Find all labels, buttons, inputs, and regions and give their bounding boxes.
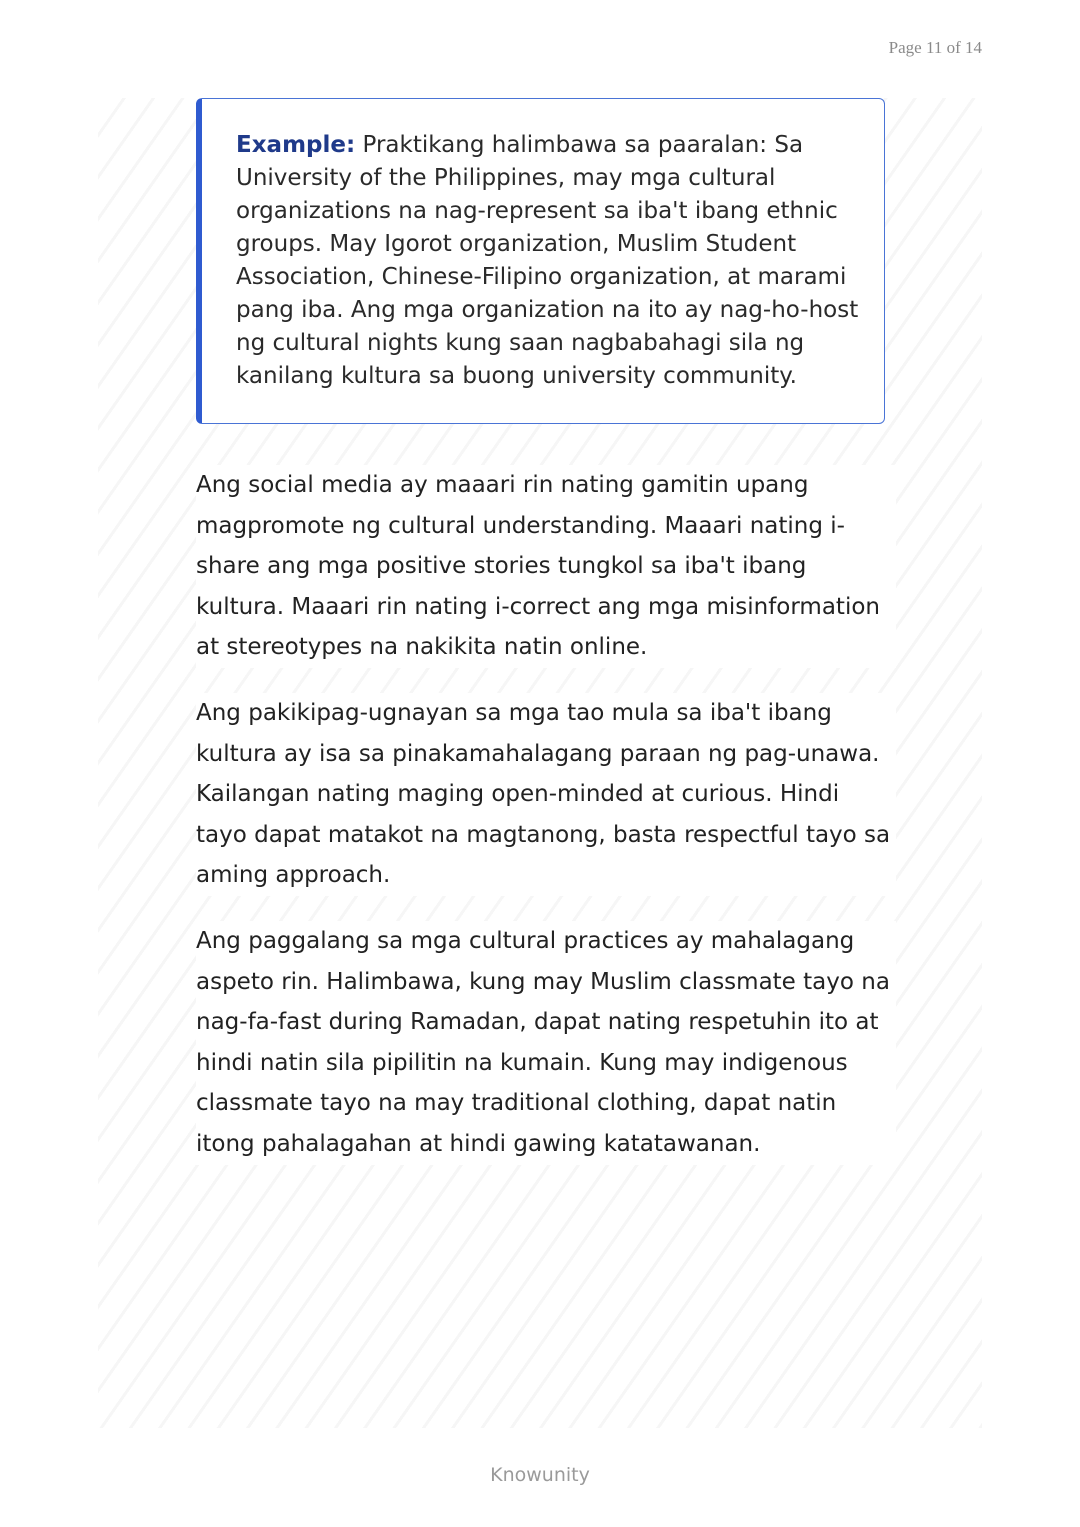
content-area [98, 98, 982, 1428]
example-label: Example: [236, 132, 356, 158]
page-number: Page 11 of 14 [888, 38, 982, 57]
example-callout [196, 98, 885, 424]
paragraph-social-media: Ang social media ay maaari rin nating gamitin upang magpromote ng cultural understanding. Maaari nating i-share ang mga positive stories tungkol sa iba't ibang kultura. Maaari rin nating i-correct ang mga misinformation at stereotypes na nakikita natin online. [196, 465, 896, 668]
paragraph-pakikipag-ugnayan: Ang pakikipag-ugnayan sa mga tao mula sa iba't ibang kultura ay isa sa pinakamahalagang paraan ng pag-unawa. Kailangan nating maging open-minded at curious. Hindi tayo dapat matakot na magtanong, basta respectful tayo sa aming approach. [196, 693, 896, 896]
footer-brand: Knowunity [490, 1464, 590, 1486]
body-text [196, 465, 896, 1190]
paragraph-paggalang: Ang paggalang sa mga cultural practices ay mahalagang aspeto rin. Halimbawa, kung may Muslim classmate tayo na nag-fa-fast during Ramadan, dapat nating respetuhin ito at hindi natin sila pipilitin na kumain. Kung may indigenous classmate tayo na may traditional clothing, dapat natin itong pahalagahan at hindi gawing katatawanan. [196, 921, 896, 1165]
example-text: Praktikang halimbawa sa paaralan: Sa University of the Philippines, may mga cultural organizations na nag-represent sa iba't ibang ethnic groups. May Igorot organization, Muslim Student Association, Chinese-Filipino organization, at marami pang iba. Ang mga organization na ito ay nag-ho-host ng cultural nights kung saan nagbabahagi sila ng kanilang kultura sa buong university community. [236, 132, 859, 389]
